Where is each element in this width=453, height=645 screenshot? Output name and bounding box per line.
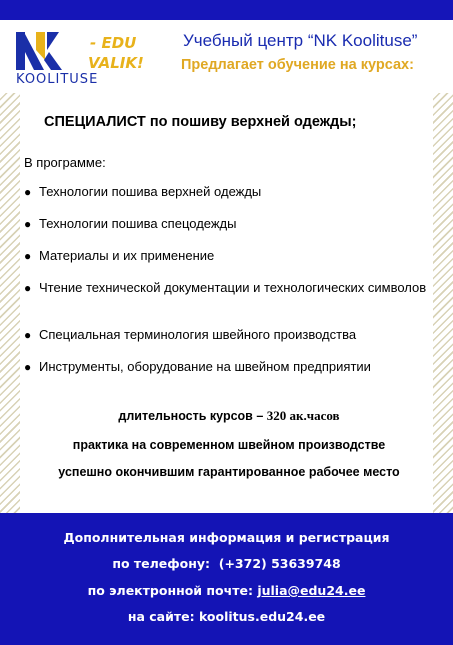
practice-note: практика на современном швейном производстве <box>72 438 386 452</box>
list-item-text: Инструменты, оборудование на швейном предприятии <box>39 359 371 374</box>
list-item-text: Специальная терминология швейного производства <box>39 327 357 342</box>
nk-koolituse-logo <box>12 28 162 90</box>
logo-edu-text: - EDU <box>90 34 137 52</box>
list-item-text: Технологии пошива спецодежды <box>39 216 237 231</box>
course-duration <box>24 408 434 424</box>
email-label: по электронной почте: <box>87 583 253 598</box>
list-item-text: Технологии пошива верхней одежды <box>39 184 262 199</box>
top-color-bar <box>0 0 453 20</box>
list-item <box>24 281 434 295</box>
site-label: на сайте: <box>127 609 195 624</box>
org-title: Учебный центр “NK Koolituse” <box>183 31 418 50</box>
job-guarantee-note: успешно окончившим гарантированное рабочее место <box>58 465 400 479</box>
contact-email-line <box>0 583 453 598</box>
email-link[interactable]: julia@edu24.ee <box>257 583 366 598</box>
contact-phone-line <box>0 556 453 571</box>
list-item <box>24 328 434 342</box>
program-label: В программе: <box>24 155 106 170</box>
phone-label: по телефону: <box>112 556 211 571</box>
org-subtitle: Предлагает обучение на курсах: <box>181 57 414 73</box>
duration-value: 320 ак.часов <box>266 408 340 423</box>
list-item <box>24 249 434 263</box>
logo-wordmark: KOOLITUSE <box>16 72 99 87</box>
logo-valik-text: VALIK! <box>88 54 144 72</box>
bullet-icon: ● <box>24 249 32 263</box>
nk-logo-mark-icon <box>14 30 74 72</box>
bullet-icon: ● <box>24 281 32 295</box>
duration-label: длительность курсов – <box>118 409 264 423</box>
contact-footer <box>0 513 453 645</box>
list-item-text: Материалы и их применение <box>39 248 215 263</box>
bullet-icon: ● <box>24 185 32 199</box>
contact-site-line <box>0 609 453 624</box>
bullet-icon: ● <box>24 360 32 374</box>
bullet-icon: ● <box>24 328 32 342</box>
site-link[interactable]: koolitus.edu24.ee <box>198 609 326 624</box>
list-item <box>24 360 434 374</box>
list-item <box>24 185 434 199</box>
course-title: СПЕЦИАЛИСТ по пошиву верхней одежды; <box>44 114 357 130</box>
right-stripe-border <box>433 93 453 513</box>
list-item <box>24 217 434 231</box>
bullet-icon: ● <box>24 217 32 231</box>
contact-heading: Дополнительная информация и регистрация <box>63 530 390 545</box>
list-item-text: Чтение технической документации и технологических символов <box>39 280 427 295</box>
phone-number[interactable]: (+372) 53639748 <box>218 556 341 571</box>
left-stripe-border <box>0 93 20 513</box>
